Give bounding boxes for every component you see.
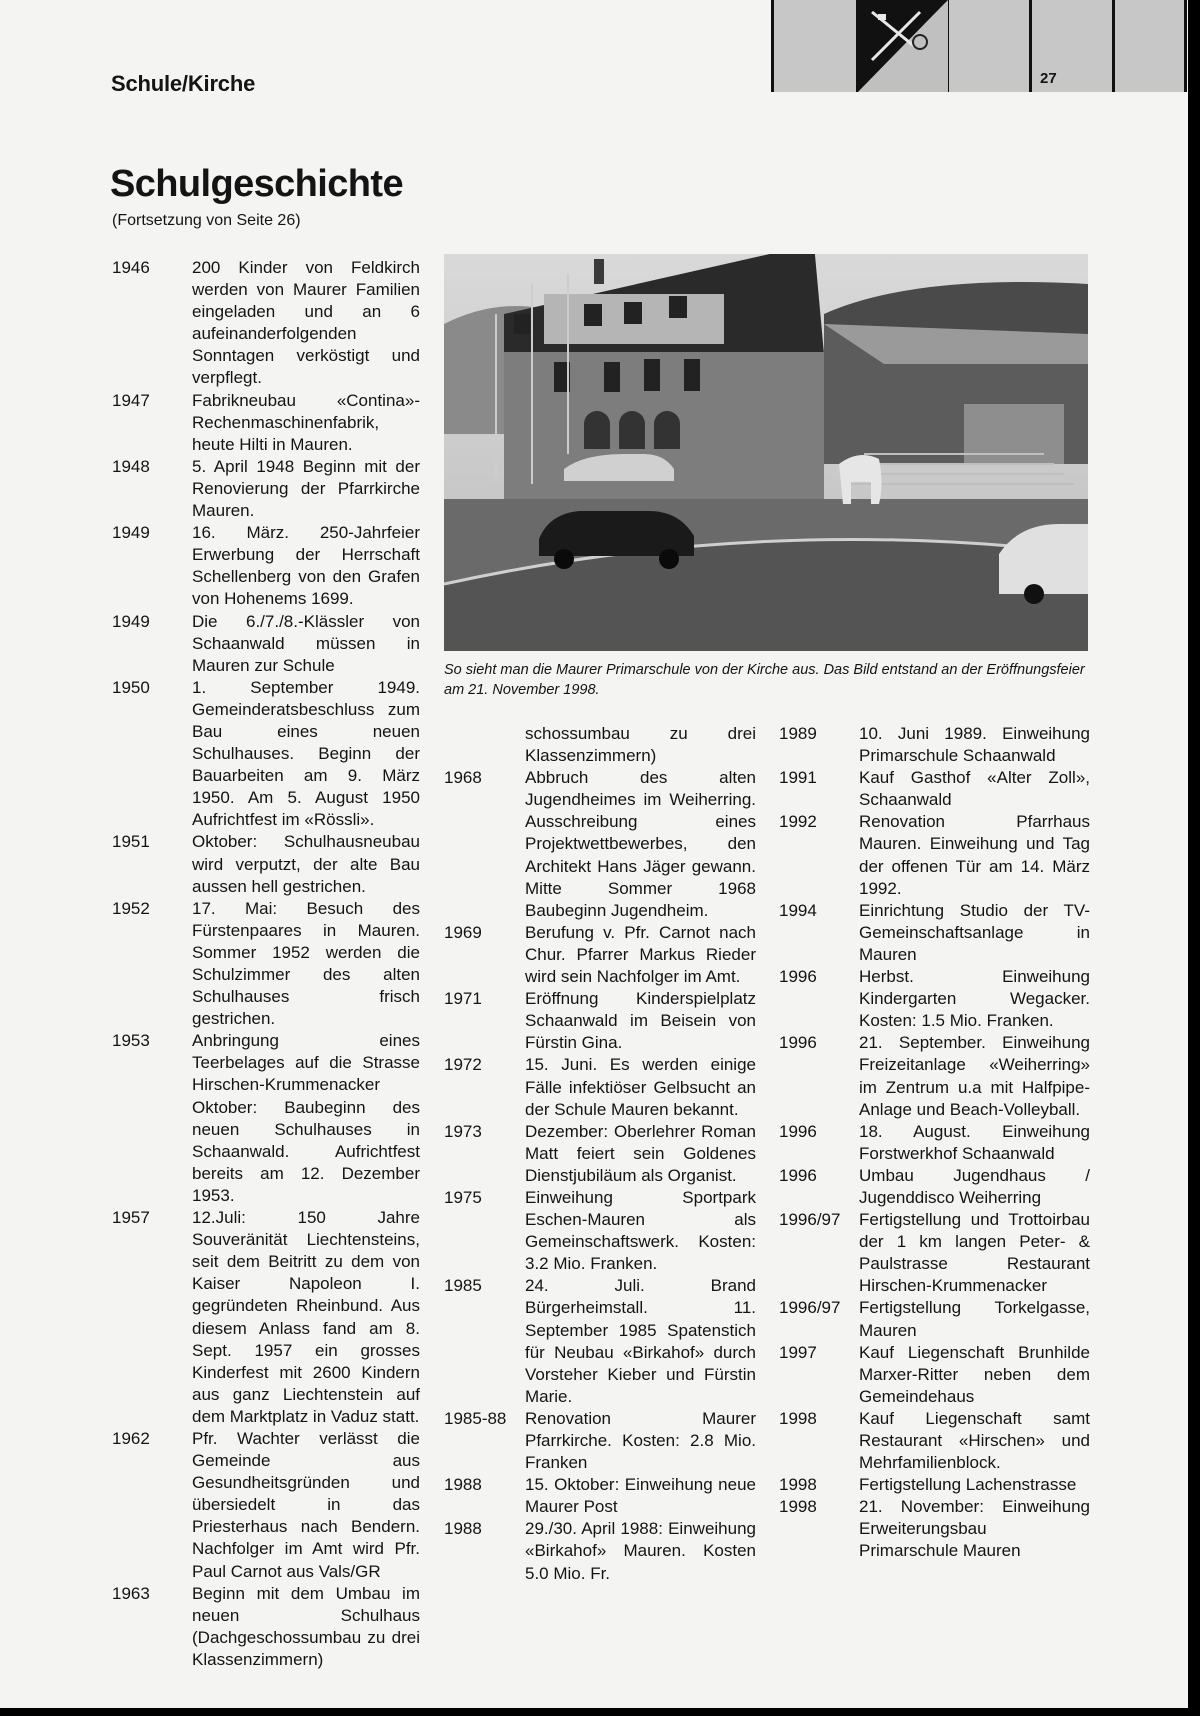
chronology-entry [444,1187,756,1275]
entry-text: 5. April 1948 Beginn mit der Renovierung der Pfarrkirche Mauren. [192,456,420,521]
entry-year: 1998 [779,1408,817,1428]
entry-text: 18. August. Einweihung Forstwerkhof Schaanwald [859,1121,1090,1163]
entry-text: Fertigstellung und Trottoirbau der 1 km langen Peter- & Paulstrasse Restaurant Hirschen-Krummenacker [859,1210,1090,1296]
entry-text: Abbruch des alten Jugendheimes im Weiherring. Ausschreibung eines Projektwettbewerbes, den Architekt Hans Jäger gewann. Mitte Sommer 1968 Baubeginn Jugendheim. [525,768,756,920]
entry-text: 15. Oktober: Einweihung neue Maurer Post [525,1475,756,1517]
entry-text: Kauf Liegenschaft Brunhilde Marxer-Ritter neben dem Gemeindehaus [859,1342,1090,1406]
chronology-entry [779,723,1090,767]
header-tab [1112,0,1187,92]
entry-year: 1949 [112,523,150,543]
entry-text: 12.Juli: 150 Jahre Souveränität Liechtensteins, seit dem Beitritt zu dem von Kaiser Napoleon I. gegründeten Rheinbund. Aus diesem Anlass fand am 8. Sept. 1957 ein grosses Kinderfest mit 2600 Kindern aus ganz Liechtenstein auf dem Marktplatz in Vaduz statt. [192,1208,420,1426]
entry-year: 1996/97 [779,1298,841,1318]
chronology-entry [779,1165,1090,1209]
chronology-entry [112,522,420,610]
entry-year: 1996 [779,1121,817,1141]
chronology-entry [112,1583,420,1671]
entry-text: 200 Kinder von Feldkirch werden von Maurer Familien eingeladen und an 6 aufeinanderfolgenden Sonntagen verköstigt und verpflegt. [192,258,420,388]
entry-text: 21. November: Einweihung Erweiterungsbau Primarschule Mauren [859,1497,1090,1561]
chronology-entry [779,1297,1090,1341]
entry-year: 1985 [444,1276,482,1296]
entry-text: Renovation Pfarrhaus Mauren. Einweihung und Tag der offenen Tür am 14. März 1992. [859,812,1090,898]
chronology-entry [444,767,756,922]
entry-year: 1996 [779,1033,817,1053]
entry-text: Dezember: Oberlehrer Roman Matt feiert sein Goldenes Dienstjubiläum als Organist. [525,1121,756,1185]
entry-year: 1948 [112,456,150,476]
entry-text: 17. Mai: Besuch des Fürstenpaares in Mauren. Sommer 1952 werden die Schulzimmer des alten Schulhauses frisch gestrichen. [192,898,420,1029]
entry-year: 1972 [444,1055,482,1075]
chronology-entry [112,456,420,522]
entry-year: 1968 [444,768,482,788]
entry-text: Umbau Jugendhaus / Jugenddisco Weiherring [859,1165,1090,1207]
tools-emblem-icon [858,0,948,92]
chronology-entry [779,811,1090,899]
section-title: Schule/Kirche [111,71,256,96]
entry-text: Herbst. Einweihung Kindergarten Wegacker. Kosten: 1.5 Mio. Franken. [859,967,1090,1031]
chronology-entry [444,1408,756,1474]
entry-year: 1996/97 [779,1210,841,1230]
chronology-entry [112,1207,420,1428]
entry-text: Kauf Liegenschaft samt Restaurant «Hirschen» und Mehrfamilienblock. [859,1408,1090,1473]
entry-year: 1988 [444,1519,482,1539]
entry-year: 1962 [112,1428,150,1448]
entry-year: 1949 [112,611,150,631]
entry-year: 1998 [779,1497,817,1517]
subtitle: (Fortsetzung von Seite 26) [112,212,301,229]
entry-text: 29./30. April 1988: Einweihung «Birkahof» Mauren. Kosten 5.0 Mio. Fr. [525,1519,756,1583]
entry-year: 1991 [779,768,817,788]
chronology-entry [444,922,756,988]
entry-text: Oktober: Schulhausneubau wird verputzt, der alte Bau aussen hell gestrichen. [192,832,420,896]
chronology-entry [779,1474,1090,1496]
school-photo [444,254,1088,651]
entry-text: Berufung v. Pfr. Carnot nach Chur. Pfarrer Markus Rieder wird sein Nachfolger im Amt. [525,922,756,987]
entry-year: 1953 [112,1031,150,1051]
photo-caption: So sieht man die Maurer Primarschule von der Kirche aus. Das Bild entstand an der Eröffnungsfeier am 21. November 1998. [444,662,1085,698]
chronology-entry [112,898,420,1031]
chronology-entry [444,1474,756,1518]
entry-year: 1992 [779,812,817,832]
entry-year: 1996 [779,1165,817,1185]
chronology-entry [779,1496,1090,1562]
entry-text: 1. September 1949. Gemeinderatsbeschluss zum Bau eines neuen Schulhauses. Beginn der Bauarbeiten am 9. März 1950. Am 5. August 1950 Aufrichtfest im «Rössli». [192,677,420,830]
chronology-column-3 [779,723,1090,1563]
chronology-entry [779,767,1090,811]
entry-text: Fertigstellung Lachenstrasse [859,1475,1077,1495]
continued-entry-text: schossumbau zu drei Klassenzimmern) [525,724,756,766]
chronology-entry [779,900,1090,966]
chronology-entry [444,1054,756,1120]
entry-year: 1985-88 [444,1408,507,1428]
entry-year: 1969 [444,922,482,942]
entry-text: 15. Juni. Es werden einige Fälle infektiöser Gelbsucht an der Schule Mauren bekannt. [525,1055,756,1119]
entry-text: 16. März. 250-Jahrfeier Erwerbung der Herrschaft Schellenberg von den Grafen von Hohenems 1699. [192,523,420,609]
entry-year: 1994 [779,900,817,920]
chronology-entry [112,390,420,456]
page-title: Schulgeschichte [110,163,403,205]
entry-year: 1997 [779,1342,817,1362]
entry-text: Fabrikneubau «Contina»-Rechenmaschinenfabrik, heute Hilti in Mauren. [192,390,420,454]
entry-text: Die 6./7./8.-Klässler von Schaanwald müssen in Mauren zur Schule [192,611,420,675]
entry-year: 1963 [112,1583,150,1603]
entry-year: 1957 [112,1208,150,1228]
chronology-entry [112,831,420,897]
page-number: 27 [1040,70,1057,87]
entry-text: Renovation Maurer Pfarrkirche. Kosten: 2.8 Mio. Franken [525,1408,756,1473]
entry-year: 1975 [444,1187,482,1207]
chronology-entry [779,966,1090,1032]
entry-text: Anbringung eines Teerbelages auf die Strasse Hirschen-Krummenacker Oktober: Baubeginn des neuen Schulhauses in Schaanwald. Aufrichtfest bereits am 12. Dezember 1953. [192,1031,420,1205]
header-tab [771,0,859,92]
chronology-entry [112,1030,420,1207]
chronology-entry [779,1209,1090,1297]
entry-year: 1951 [112,832,150,852]
chronology-entry [112,611,420,677]
chronology-entry [779,1342,1090,1408]
entry-year: 1998 [779,1475,817,1495]
chronology-column-2 [444,723,756,1585]
header-tab [946,0,1032,92]
chronology-entry [112,1428,420,1583]
entry-year: 1973 [444,1121,482,1141]
entry-text: Eröffnung Kinderspielplatz Schaanwald im Beisein von Fürstin Gina. [525,989,756,1053]
entry-year: 1947 [112,390,150,410]
entry-text: Kauf Gasthof «Alter Zoll», Schaanwald [859,768,1090,810]
entry-year: 1952 [112,898,150,918]
chronology-entry [444,1275,756,1408]
entry-text: Fertigstellung Torkelgasse, Mauren [859,1298,1090,1340]
chronology-entry [444,1518,756,1584]
chronology-entry [779,1408,1090,1474]
chronology-entry [444,1121,756,1187]
entry-year: 1988 [444,1475,482,1495]
entry-text: 24. Juli. Brand Bürgerheimstall. 11. September 1985 Spatenstich für Neubau «Birkahof» durch Vorsteher Kieber und Fürstin Marie. [525,1276,756,1406]
entry-year: 1989 [779,724,817,743]
entry-year: 1996 [779,967,817,987]
entry-text: Einweihung Sportpark Eschen-Mauren als Gemeinschaftswerk. Kosten: 3.2 Mio. Franken. [525,1187,756,1274]
entry-year: 1950 [112,677,150,697]
entry-text: 10. Juni 1989. Einweihung Primarschule Schaanwald [859,724,1090,766]
header-tabs [771,0,1187,92]
entry-text: 21. September. Einweihung Freizeitanlage «Weiherring» im Zentrum u.a mit Halfpipe-Anlage und Beach-Volleyball. [859,1033,1090,1119]
chronology-column-1 [112,257,420,1671]
chronology-entry [779,1121,1090,1165]
entry-year: 1946 [112,258,150,277]
entry-year: 1971 [444,989,482,1009]
chronology-entry [112,257,420,390]
chronology-entry [112,677,420,832]
entry-text: Pfr. Wachter verlässt die Gemeinde aus Gesundheitsgründen und übersiedelt in das Priesterhaus nach Bendern. Nachfolger im Amt wird Pfr. Paul Carnot aus Vals/GR [192,1428,420,1581]
chronology-entry [779,1032,1090,1120]
entry-text: Einrichtung Studio der TV-Gemeinschaftsanlage in Mauren [859,900,1090,964]
chronology-entry [444,988,756,1054]
entry-text: Beginn mit dem Umbau im neuen Schulhaus (Dachgeschossumbau zu drei Klassenzimmern) [192,1583,420,1669]
